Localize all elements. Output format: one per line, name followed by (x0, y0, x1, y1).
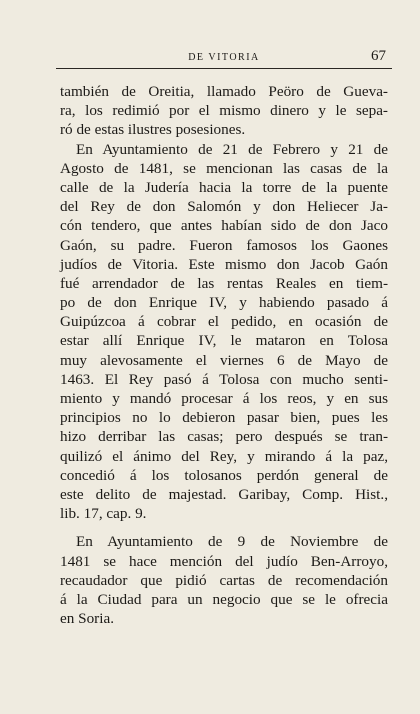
header-rule (56, 68, 392, 69)
running-title: DE VITORIA (188, 52, 260, 63)
text-line: recaudador que pidió cartas de recomendación (60, 571, 388, 589)
paragraph-continuation (60, 82, 388, 140)
text-line: á la Ciudad para un negocio que se le ofrecia (60, 590, 388, 608)
text-line: principios no lo debieron pasar bien, pues les (60, 409, 388, 427)
text-line: En Ayuntamiento de 9 de Noviembre de (76, 533, 388, 551)
text-line: del Rey de don Salomón y don Heliecer Ja- (60, 198, 388, 216)
text-line: En Ayuntamiento de 21 de Febrero y 21 de (76, 140, 388, 158)
text-line: calle de la Judería hacia la torre de la puente (60, 178, 388, 196)
paragraph-ayuntamiento-1481-febrero (60, 140, 388, 524)
text-line: muy alevosamente el viernes 6 de Mayo de (60, 351, 388, 369)
text-line: concedió á los tolosanos perdón general de (60, 466, 388, 484)
text-line: lib. 17, cap. 9. (60, 505, 147, 523)
text-line: Guipúzcoa á cobrar el pedido, en ocasión de (60, 313, 388, 331)
text-line: ró de estas ilustres posesiones. (60, 121, 246, 139)
text-line: 1481 se hace mención del judío Ben-Arroyo, (60, 552, 388, 570)
text-line: cón tendero, que antes habían sido de don Jaco (60, 217, 388, 235)
text-line: también de Oreitia, llamado Peöro de Gueva- (60, 83, 388, 100)
text-line: fué arrendador de las rentas Reales en tiem- (60, 274, 388, 292)
text-line: en Soria. (60, 610, 114, 628)
paragraph-ayuntamiento-1481-noviembre (60, 532, 388, 628)
text-line: judíos de Vitoria. Este mismo don Jacob Gaón (60, 255, 388, 273)
text-line: estar allí Enrique IV, le mataron en Tolosa (60, 332, 388, 350)
text-line: Gaón, su padre. Fueron famosos los Gaones (60, 236, 388, 254)
paragraph-gap (60, 523, 388, 532)
text-line: miento y mandó procesar á los reos, y en sus (60, 390, 388, 407)
text-line: quilizó el ánimo del Rey, y mirando á la paz, (60, 447, 388, 465)
body-text (60, 82, 388, 628)
text-line: este delito de majestad. Garibay, Comp. Hist., (60, 485, 388, 503)
text-line: hizo derribar las casas; pero después se tran- (60, 428, 388, 446)
text-line: Agosto de 1481, se mencionan las casas de la (60, 159, 388, 177)
page-number: 67 (371, 48, 386, 64)
text-line: 1463. El Rey pasó á Tolosa con mucho senti- (60, 370, 388, 388)
text-line: po de don Enrique IV, y habiendo pasado á (60, 294, 388, 312)
text-line: ra, los redimió por el mismo dinero y le sepa- (60, 102, 388, 120)
